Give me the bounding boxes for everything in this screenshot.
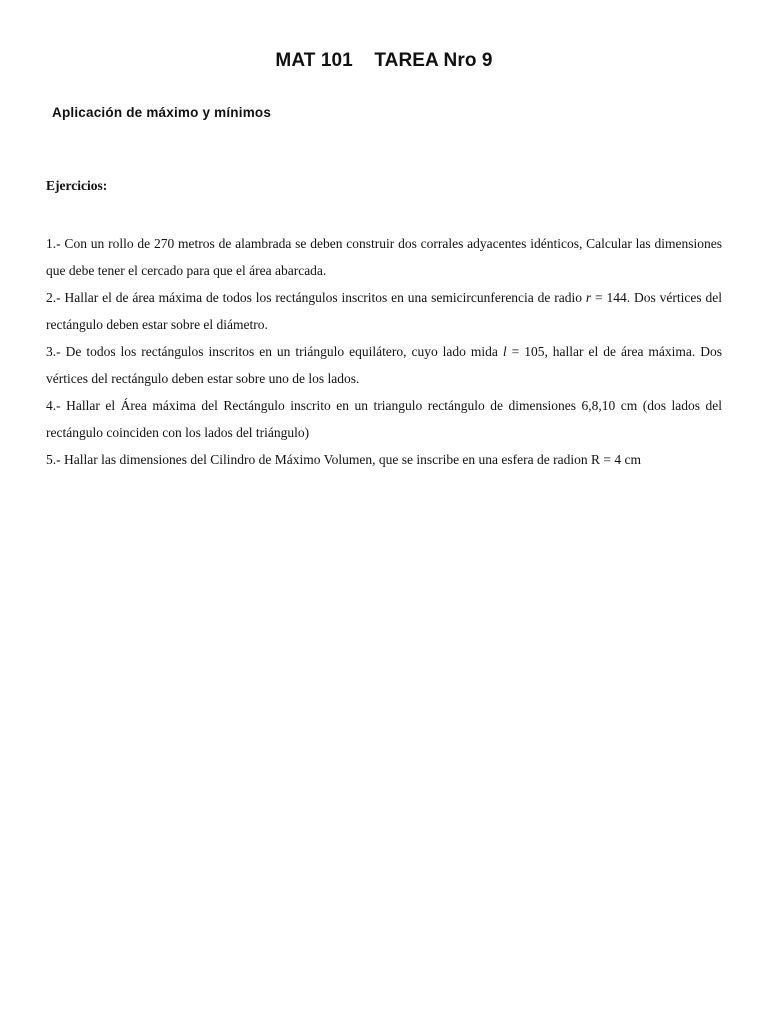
exercise-3-variable: l [502, 344, 507, 359]
exercise-5: 5.- Hallar las dimensiones del Cilindro de Máximo Volumen, que se inscribe en una esfera de radion R = 4 cm [46, 452, 641, 467]
exercise-2-text-end: = 144. Dos vértices del rectángulo deben estar sobre el diámetro. [46, 290, 723, 332]
exercise-3 [46, 338, 722, 392]
exercise-2-variable: r [585, 290, 592, 305]
exercise-2-text-start: 2.- Hallar el de área máxima de todos los rectángulos inscritos en una semicircunferencia de radio [46, 290, 586, 305]
document-title: MAT 101 TAREA Nro 9 [275, 50, 493, 71]
document-subtitle: Aplicación de máximo y mínimos [52, 105, 272, 120]
exercise-1: 1.- Con un rollo de 270 metros de alambrada se deben construir dos corrales adyacentes idénticos, Calcular las dimensiones que debe tener el cercado para que el área abarcada. [46, 236, 722, 278]
exercise-list [46, 230, 722, 473]
exercise-3-text-end: = 105, hallar el de área máxima. Dos vértices del rectángulo deben estar sobre uno de los lados. [46, 344, 723, 386]
exercise-4: 4.- Hallar el Área máxima del Rectángulo inscrito en un triangulo rectángulo de dimensiones 6,8,10 cm (dos lados del rectángulo coinciden con los lados del triángulo) [46, 398, 722, 440]
exercise-2 [46, 284, 722, 338]
section-heading: Ejercicios: [46, 178, 108, 193]
exercise-3-text-start: 3.- De todos los rectángulos inscritos en un triángulo equilátero, cuyo lado mida [46, 344, 503, 359]
